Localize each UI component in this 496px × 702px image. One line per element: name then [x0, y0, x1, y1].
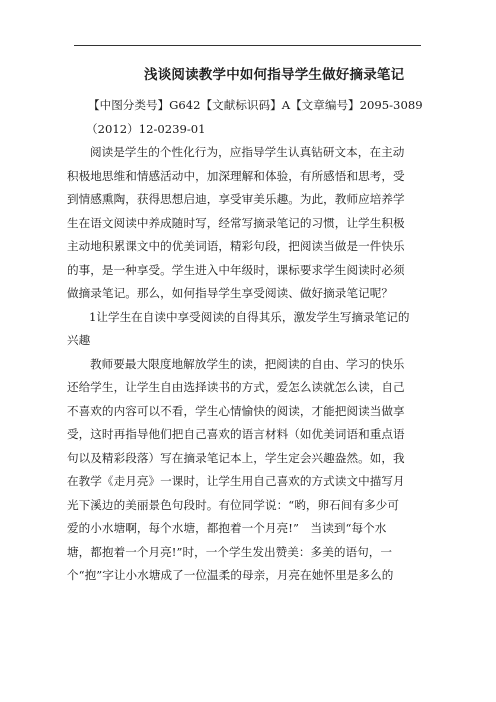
text-line: 教师要最大限度地解放学生的读，把阅读的自由、学习的快乐 [90, 356, 405, 371]
page-title: 浅谈阅读教学中如何指导学生做好摘录笔记 [144, 67, 405, 83]
text-line: 受，这时再指导他们把自己喜欢的语言材料（如优美词语和重点语 [67, 427, 405, 441]
metadata-line: 【中图分类号】G642【文献标识码】A【文章编号】2095-3089 [88, 98, 423, 112]
section-heading-1 [67, 306, 424, 353]
text-line: 主动地积累课文中的优美词语，精彩句段，把阅读当做是一件快乐 [67, 239, 405, 253]
text-line: 做摘录笔记。那么，如何指导学生享受阅读、做好摘录笔记呢？ [67, 286, 394, 300]
article-metadata [88, 94, 424, 141]
metadata-line: （2012）12-0239-01 [86, 121, 206, 136]
text-line: 的事，是一种享受。学生进入中年级时，课标要求学生阅读时必须 [67, 262, 405, 277]
text-line: 光下溪边的美丽景色句段时。有位同学说：“哟，卵石间有多少可 [67, 497, 400, 512]
paragraph-intro [67, 141, 424, 306]
text-line: 积极地思维和情感活动中，加深理解和体验，有所感悟和思考，受 [67, 168, 405, 183]
text-line: 个“抱”字让小水塘成了一位温柔的母亲，月亮在她怀里是多么的 [67, 568, 394, 582]
text-line: 不喜欢的内容可以不看，学生心情愉快的阅读，才能把阅读当做享 [67, 403, 405, 418]
document-page [67, 60, 424, 588]
text-line: 爱的小水塘啊，每个水塘，都抱着一个月亮!” 当读到“每个水 [67, 521, 387, 535]
heading-line: 兴趣 [67, 333, 91, 347]
text-line: 生在语文阅读中养成随时写，经常写摘录笔记的习惯，让学生积极 [67, 215, 405, 230]
text-line: 塘，都抱着一个月亮!”时，一个学生发出赞美：多美的语句，一 [67, 544, 393, 559]
text-line: 在教学《走月亮》一课时，让学生用自己喜欢的方式读文中描写月 [67, 474, 405, 488]
heading-line: 1让学生在自读中享受阅读的自得其乐，激发学生写摘录笔记的 [89, 309, 410, 324]
paragraph-section1 [67, 353, 424, 588]
header-rule [74, 45, 421, 46]
text-line: 阅读是学生的个性化行为，应指导学生认真钻研文本，在主动 [90, 145, 405, 159]
text-line: 句以及精彩段落）写在摘录笔记本上，学生定会兴趣盎然。如，我 [67, 450, 405, 465]
text-line: 到情感熏陶，获得思想启迪，享受审美乐趣。为此，教师应培养学 [67, 192, 405, 206]
text-line: 还给学生，让学生自由选择读书的方式，爱怎么读就怎么读，自己 [67, 380, 405, 394]
